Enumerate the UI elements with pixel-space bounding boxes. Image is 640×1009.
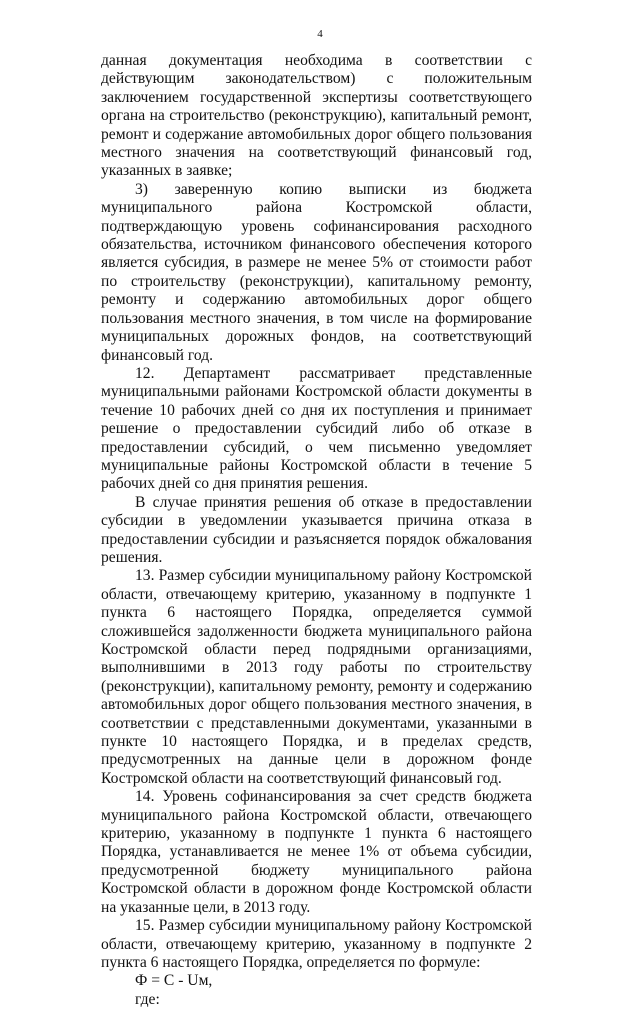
formula: Ф = С - Uм, [135, 972, 213, 990]
paragraph-12: 12. Департамент рассматривает представленные муниципальными районами Костромской области документы в течение 10 рабочих дней со дня их поступления и принимает решение о предоставлении субсидий либо об отказе в предоставлении субсидий, о чем письменно уведомляет муниципальные районы Костромской области в течение 5 рабочих дней со дня принятия решения. [101, 364, 532, 493]
paragraph-item-3: 3) заверенную копию выписки из бюджета муниципального района Костромской области, подтверждающую уровень софинансирования расходного обязательства, источником финансового обеспечения которого является субсидия, в размере не менее 5% от стоимости работ по строительству (реконструкции), капитальному ремонту, ремонту и содержанию автомобильных дорог общего пользования местного значения, в том числе на формирование муниципальных дорожных фондов, на соответствующий финансовый год. [101, 180, 532, 364]
paragraph-14: 14. Уровень софинансирования за счет средств бюджета муниципального района Костромской области, отвечающего критерию, указанному в подпункте 1 пункта 6 настоящего Порядка, устанавливается не менее 1% от объема субсидии, предусмотренной бюджету муниципального района Костромской области в дорожном фонде Костромской области на указанные цели, в 2013 году. [101, 788, 532, 916]
paragraph-refusal-notice: В случае принятия решения об отказе в предоставлении субсидии в уведомлении указывается причина отказа в предоставлении субсидии и разъясняется порядок обжалования решения. [101, 493, 532, 566]
paragraph-13: 13. Размер субсидии муниципальному району Костромской области, отвечающему критерию, указанному в подпункте 1 пункта 6 настоящего Порядка, определяется суммой сложившейся задолженности бюджета муниципального района Костромской области перед подрядными организациями, выполнившими в 2013 году работы по строительству (реконструкции), капитальному ремонту, ремонту и содержанию автомобильных дорог общего пользования местного значения, в соответствии с представленными документами, указанными в пункте 10 настоящего Порядка, и в пределах средств, предусмотренных на данные цели в дорожном фонде Костромской области на соответствующий финансовый год. [101, 567, 532, 787]
paragraph-15: 15. Размер субсидии муниципальному району Костромской области, отвечающему критерию, указанному в подпункте 2 пункта 6 настоящего Порядка, определяется по формуле: [101, 917, 532, 971]
page-number: 4 [317, 28, 323, 40]
paragraph-continuation: данная документация необходима в соответствии с действующим законодательством) с положительным заключением государственной экспертизы соответствующего органа на строительство (реконструкцию), капитальный ремонт, ремонт и содержание автомобильных дорог общего пользования местного значения на соответствующий финансовый год, указанных в заявке; [101, 52, 532, 180]
document-body [101, 52, 532, 1009]
where-label: где: [135, 990, 160, 1008]
